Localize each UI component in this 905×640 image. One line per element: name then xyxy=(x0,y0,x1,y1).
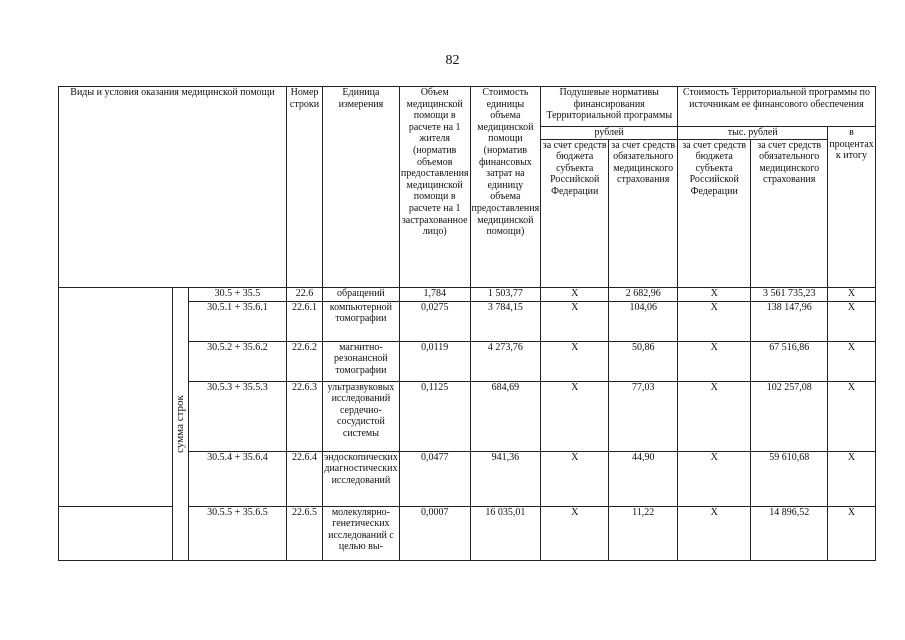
row-percent: X xyxy=(828,451,875,506)
row-pr-oms: 102 257,08 xyxy=(751,381,828,451)
row-pr-budget: X xyxy=(678,506,751,560)
row-unit: магнитно-резонансной томографии xyxy=(323,341,400,381)
row-pc-oms: 77,03 xyxy=(609,381,678,451)
row-cost: 684,69 xyxy=(470,381,541,451)
row-pr-budget: X xyxy=(678,341,751,381)
row-pc-budget: X xyxy=(541,506,609,560)
row-formula: 30.5.4 + 35.6.4 xyxy=(189,451,287,506)
row-pc-oms: 2 682,96 xyxy=(609,287,678,301)
row-formula: 30.5 + 35.5 xyxy=(189,287,287,301)
row-unit: эндоскопических диагностических исследований xyxy=(323,451,400,506)
row-pr-oms: 138 147,96 xyxy=(751,301,828,341)
row-volume: 1,784 xyxy=(399,287,470,301)
row-cost: 3 784,15 xyxy=(470,301,541,341)
header-volume: Объем медицинской помощи в расчете на 1 жителя (норматив объемов предоставления медицинской помощи в расчете на 1 застрахованное лицо) xyxy=(399,87,470,288)
row-percent: X xyxy=(828,381,875,451)
row-formula: 30.5.2 + 35.6.2 xyxy=(189,341,287,381)
row-number: 22.6.5 xyxy=(287,506,323,560)
page-number: 82 xyxy=(445,53,460,68)
row-unit: компьютерной томографии xyxy=(323,301,400,341)
row-percent: X xyxy=(828,341,875,381)
row-volume: 0,0007 xyxy=(399,506,470,560)
row-volume: 0,0477 xyxy=(399,451,470,506)
row-number: 22.6.4 xyxy=(287,451,323,506)
row-unit: обращений xyxy=(323,287,400,301)
header-row-number: Номер строки xyxy=(287,87,323,288)
header-program-cost: Стоимость Территориальной программы по источникам ее финансового обеспечения xyxy=(678,87,875,127)
row-pr-budget: X xyxy=(678,451,751,506)
table-row xyxy=(59,287,876,301)
row-number: 22.6.3 xyxy=(287,381,323,451)
row-pr-oms: 67 516,86 xyxy=(751,341,828,381)
row-pc-budget: X xyxy=(541,451,609,506)
row-unit: молекулярно-генетических исследований с целью вы- xyxy=(323,506,400,560)
header-per-capita: Подушевые нормативы финансирования Территориальной программы xyxy=(541,87,678,127)
row-number: 22.6.2 xyxy=(287,341,323,381)
header-kind: Виды и условия оказания медицинской помощи xyxy=(59,87,287,288)
row-number: 22.6.1 xyxy=(287,301,323,341)
row-volume: 0,0119 xyxy=(399,341,470,381)
row-pr-budget: X xyxy=(678,287,751,301)
blank-cell xyxy=(59,506,173,560)
header-pr-budget: за счет средств бюджета субъекта Российской Федерации xyxy=(678,139,751,287)
row-volume: 0,1125 xyxy=(399,381,470,451)
row-cost: 941,36 xyxy=(470,451,541,506)
blank-cell xyxy=(59,287,173,506)
row-cost: 1 503,77 xyxy=(470,287,541,301)
side-label: сумма строк xyxy=(173,394,186,453)
header-row-1 xyxy=(59,87,876,127)
row-pc-oms: 11,22 xyxy=(609,506,678,560)
header-pr-oms: за счет средств обязательного медицинского страхования xyxy=(751,139,828,287)
row-cost: 16 035,01 xyxy=(470,506,541,560)
row-pc-oms: 104,06 xyxy=(609,301,678,341)
header-unit: Единица измерения xyxy=(323,87,400,288)
row-pc-budget: X xyxy=(541,341,609,381)
row-pc-budget: X xyxy=(541,381,609,451)
side-label-cell xyxy=(173,287,189,560)
header-pc-oms: за счет средств обязательного медицинского страхования xyxy=(609,139,678,287)
row-pc-oms: 50,86 xyxy=(609,341,678,381)
row-formula: 30.5.1 + 35.6.1 xyxy=(189,301,287,341)
row-formula: 30.5.3 + 35.5.3 xyxy=(189,381,287,451)
header-percent: в процентах к итогу xyxy=(828,127,875,288)
row-percent: X xyxy=(828,506,875,560)
row-percent: X xyxy=(828,301,875,341)
row-volume: 0,0275 xyxy=(399,301,470,341)
row-percent: X xyxy=(828,287,875,301)
row-pr-budget: X xyxy=(678,301,751,341)
row-pc-budget: X xyxy=(541,287,609,301)
row-formula: 30.5.5 + 35.6.5 xyxy=(189,506,287,560)
header-pc-budget: за счет средств бюджета субъекта Российской Федерации xyxy=(541,139,609,287)
row-pc-oms: 44,90 xyxy=(609,451,678,506)
row-number: 22.6 xyxy=(287,287,323,301)
row-pr-oms: 3 561 735,23 xyxy=(751,287,828,301)
row-pr-budget: X xyxy=(678,381,751,451)
financing-table xyxy=(58,86,876,561)
row-cost: 4 273,76 xyxy=(470,341,541,381)
header-per-capita-unit: рублей xyxy=(541,127,678,140)
header-cost: Стоимость единицы объема медицинской помощи (норматив финансовых затрат на единицу объема предоставления медицинской помощи) xyxy=(470,87,541,288)
row-unit: ультразвуковых исследований сердечно-сосудистой системы xyxy=(323,381,400,451)
row-pr-oms: 14 896,52 xyxy=(751,506,828,560)
header-program-cost-unit: тыс. рублей xyxy=(678,127,828,140)
row-pc-budget: X xyxy=(541,301,609,341)
row-pr-oms: 59 610,68 xyxy=(751,451,828,506)
